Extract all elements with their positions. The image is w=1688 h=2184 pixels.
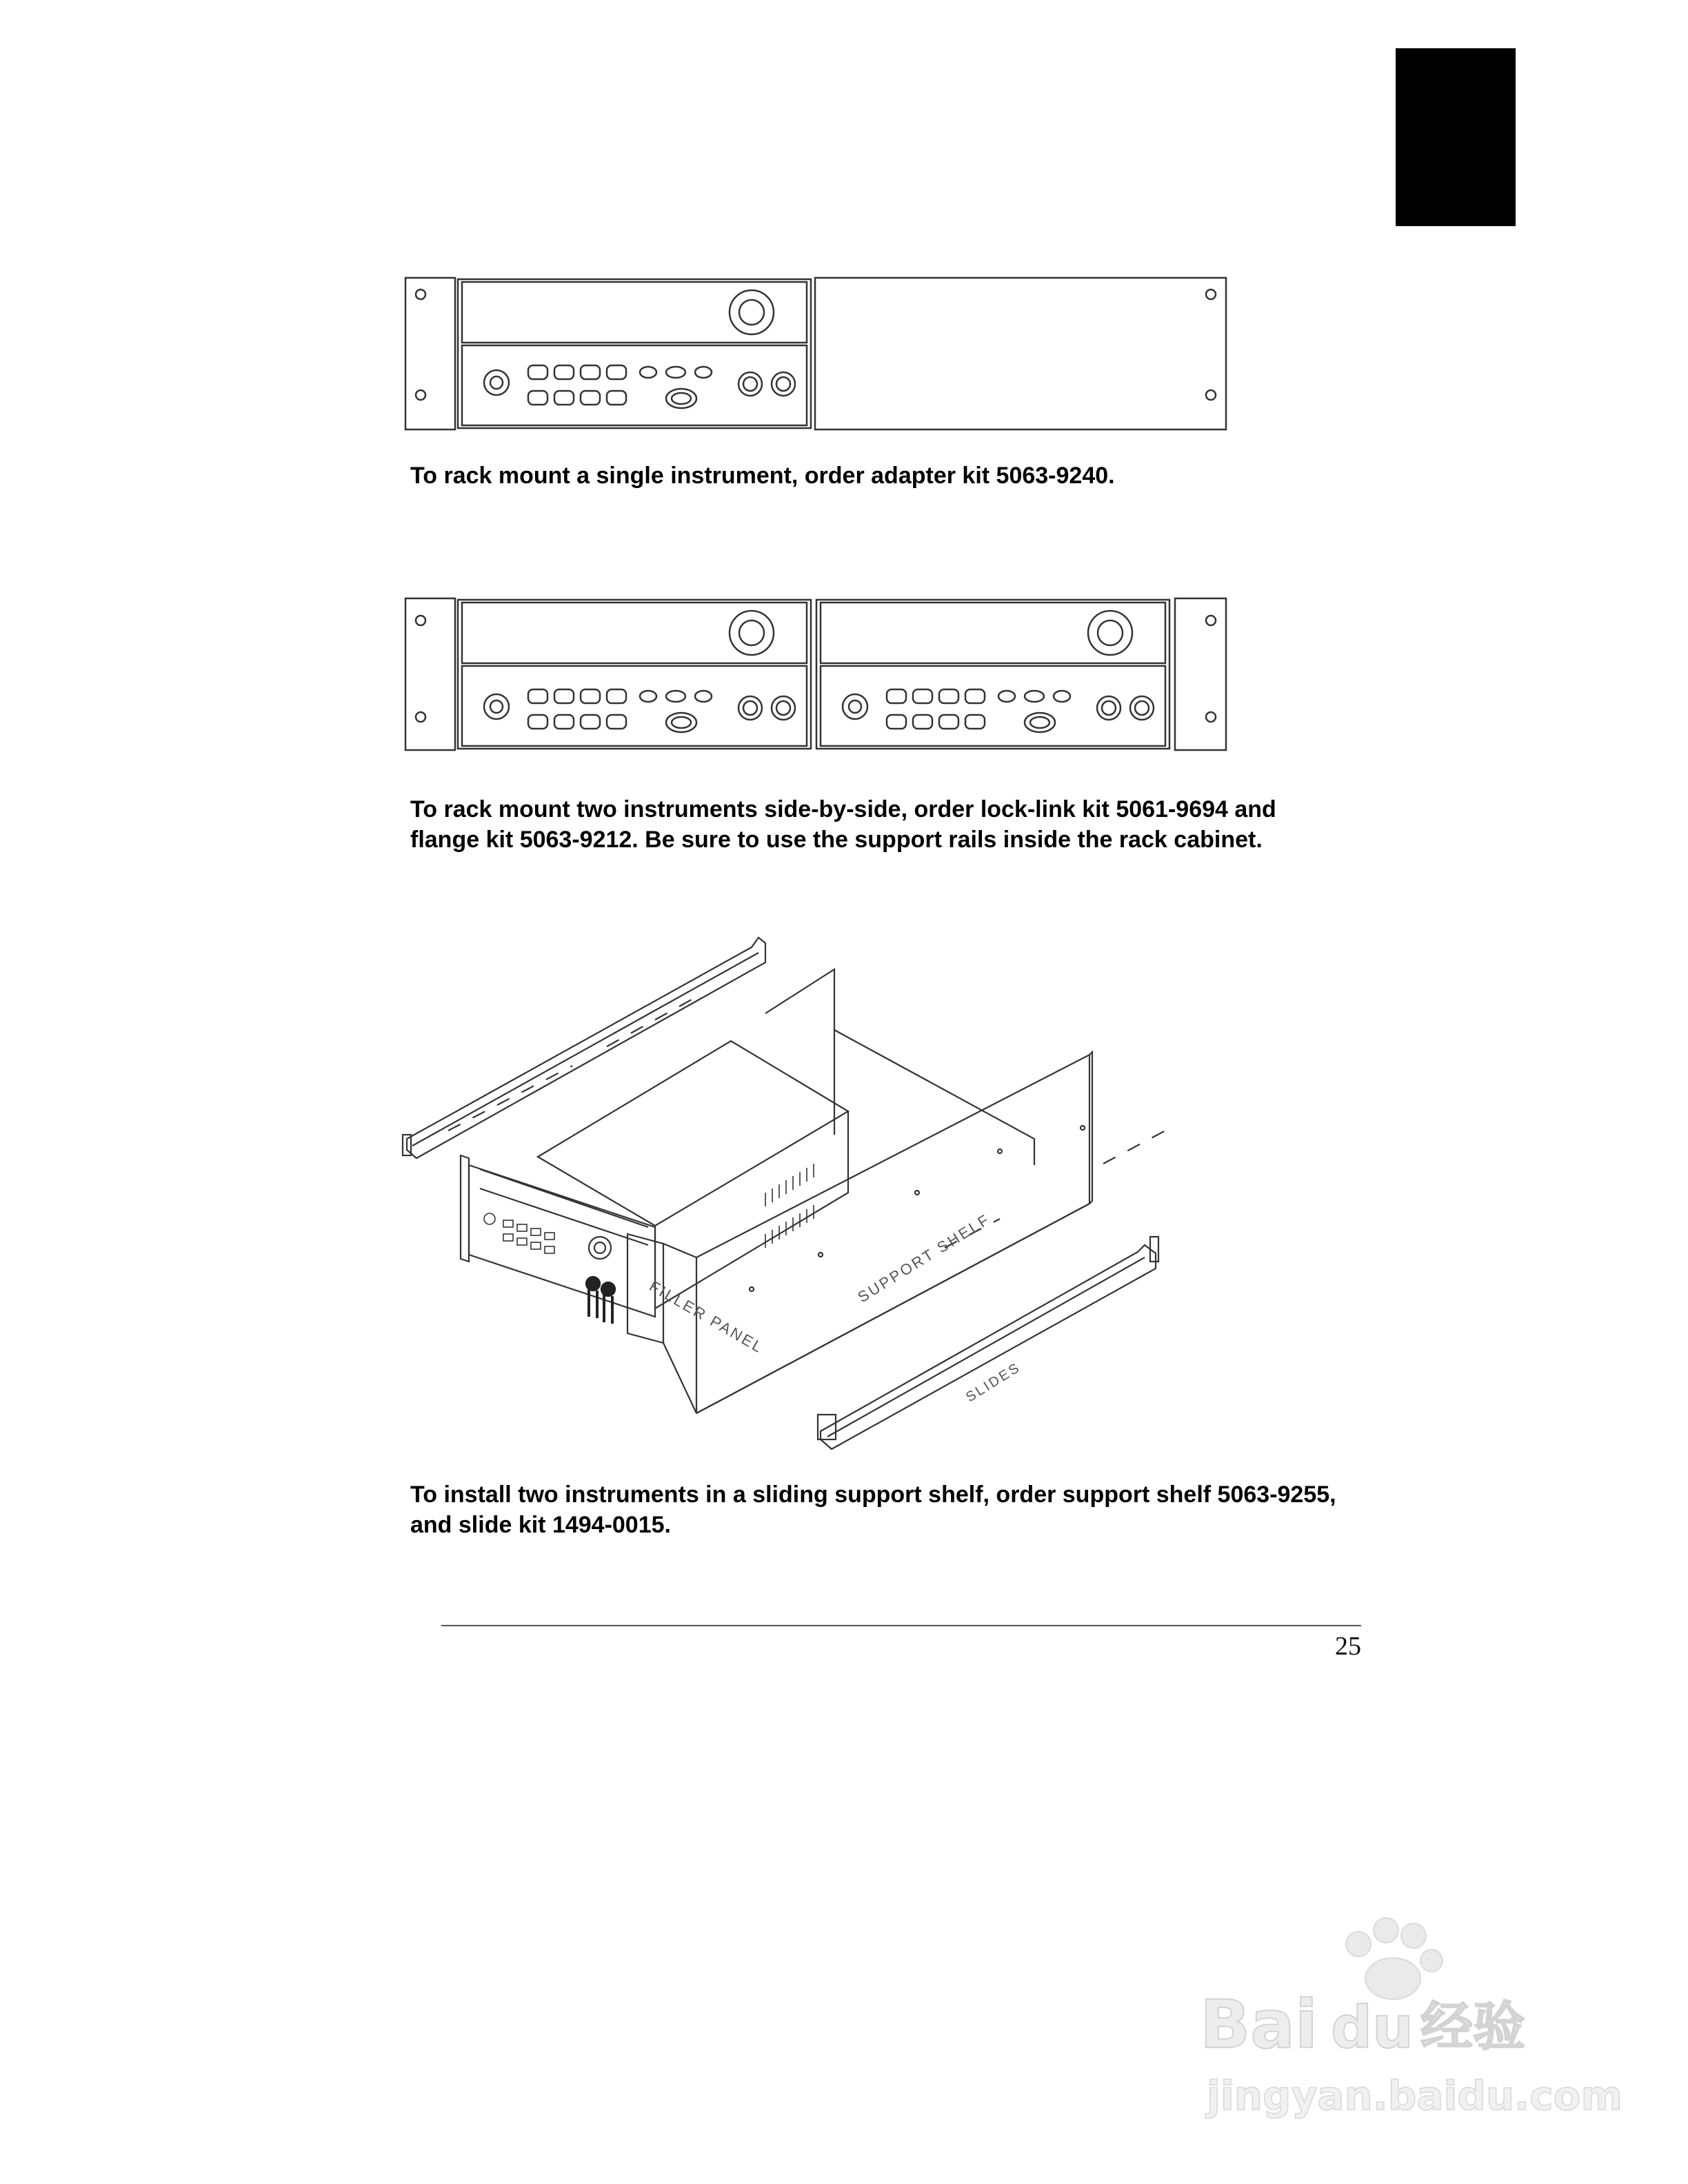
svg-text:jingyan.baidu.com: jingyan.baidu.com (1207, 2072, 1622, 2119)
svg-text:du: du (1331, 1994, 1414, 2061)
caption-sliding-shelf-line-1: To install two instruments in a sliding support shelf, order support shelf 5063-9255, (410, 1482, 1336, 1508)
baidu-jingyan-watermark (1186, 1903, 1622, 2137)
page-number: 25 (1335, 1632, 1361, 1661)
svg-text:经验: 经验 (1420, 1996, 1525, 2057)
svg-text:Bai: Bai (1200, 1986, 1318, 2063)
caption-two-instruments-line-1: To rack mount two instruments side-by-side, order lock-link kit 5061-9694 and (410, 796, 1276, 822)
footer-rule (441, 1625, 1361, 1626)
caption-two-instruments-line-2: flange kit 5063-9212. Be sure to use the support rails inside the rack cabinet. (410, 827, 1263, 853)
slides-label: SLIDES (963, 1359, 1024, 1406)
caption-single-instrument: To rack mount a single instrument, order adapter kit 5063-9240. (410, 463, 1115, 489)
single-instrument-rack-figure (400, 272, 1234, 438)
chapter-tab-marker (1396, 48, 1516, 226)
filler-panel-label: FILLER PANEL (646, 1277, 767, 1357)
support-shelf-label: SUPPORT SHELF (854, 1210, 994, 1306)
two-instruments-rack-figure (400, 593, 1234, 758)
caption-sliding-shelf (410, 1479, 1336, 1540)
sliding-support-shelf-figure (393, 931, 1248, 1468)
caption-sliding-shelf-line-2: and slide kit 1494-0015. (410, 1512, 671, 1538)
caption-two-instruments (410, 794, 1276, 855)
